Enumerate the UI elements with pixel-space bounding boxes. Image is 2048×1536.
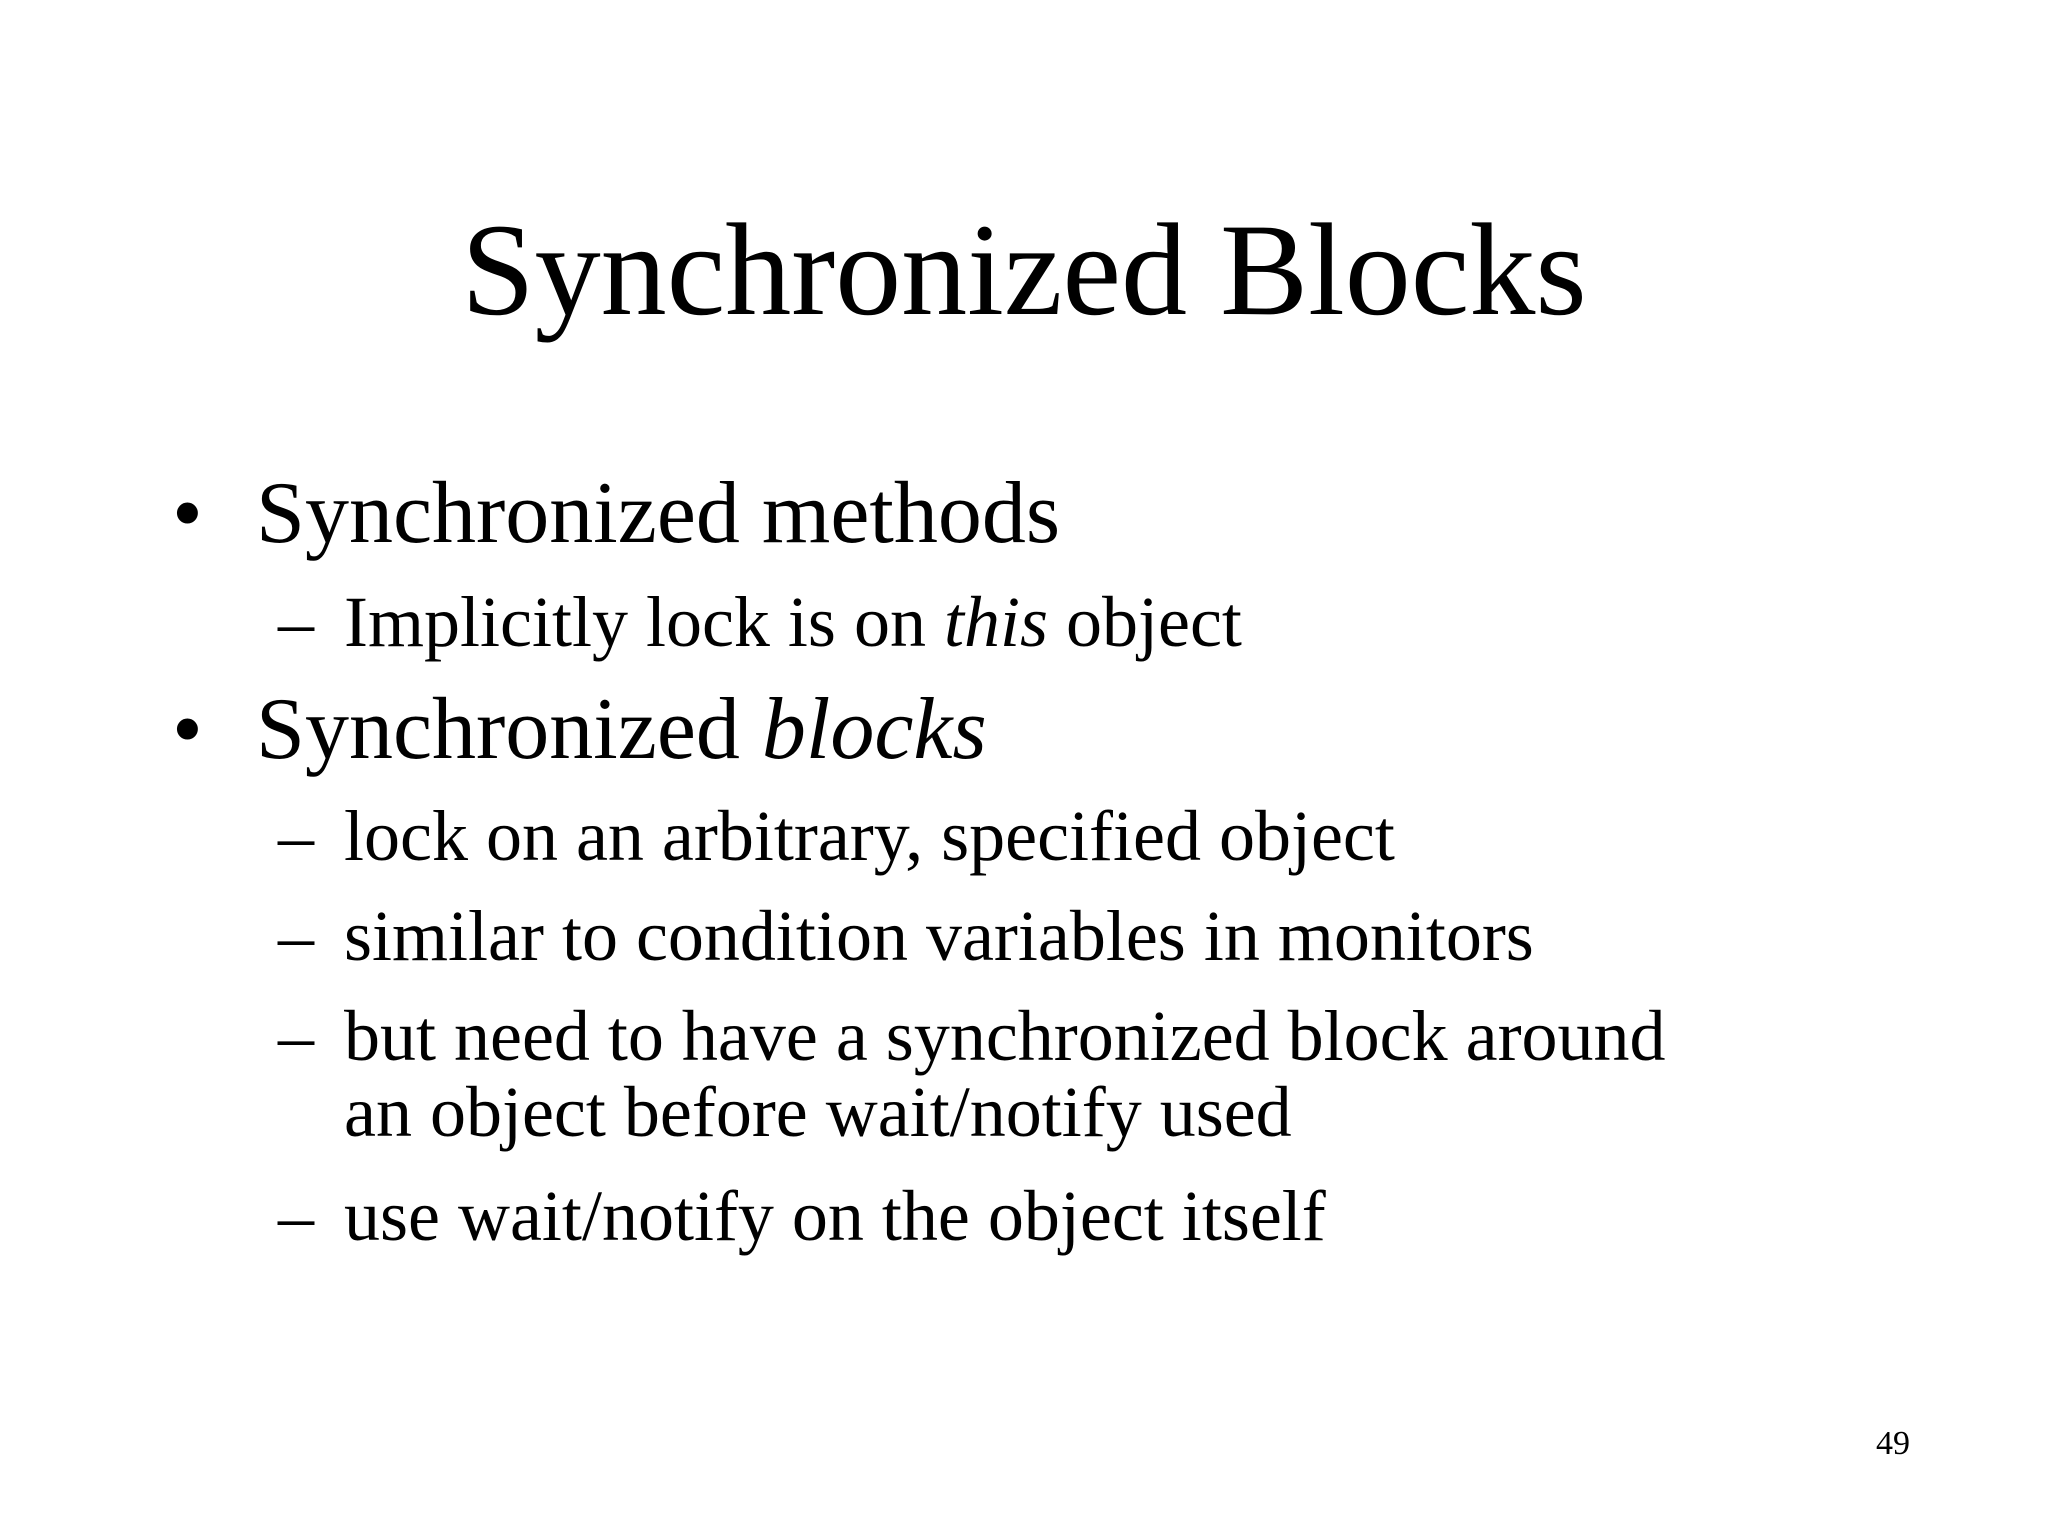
sub-marker: – [278,1176,314,1256]
sub-marker: – [278,896,314,976]
sub-item-text [344,584,1242,660]
bullet-text: Synchronized methods [256,465,1061,562]
page-number: 49 [1876,1425,1910,1462]
sub-item-text [344,998,1666,1150]
sub-item-line-2: an object before wait/notify used [344,1072,1292,1152]
sub-item-line-1: but need to have a synchronized block around [344,996,1666,1076]
sub-item-emphasis: this [943,582,1048,662]
sub-marker: – [278,996,314,1076]
sub-item-text-before: Implicitly lock is on [344,582,944,662]
bullet-text [256,682,987,778]
sub-item-text: similar to condition variables in monitors [344,896,1534,976]
sub-item-text: lock on an arbitrary, specified object [344,796,1395,876]
sub-item-text-after: object [1047,582,1242,662]
bullet-text-emphasis: blocks [761,681,987,778]
bullet-text-plain: Synchronized [256,681,762,778]
slide-title: Synchronized Blocks [461,196,1587,343]
sub-marker: – [278,582,314,662]
bullet-marker: • [172,681,203,778]
bullet-marker: • [172,465,203,562]
sub-marker: – [278,796,314,876]
sub-item-text: use wait/notify on the object itself [344,1176,1326,1256]
